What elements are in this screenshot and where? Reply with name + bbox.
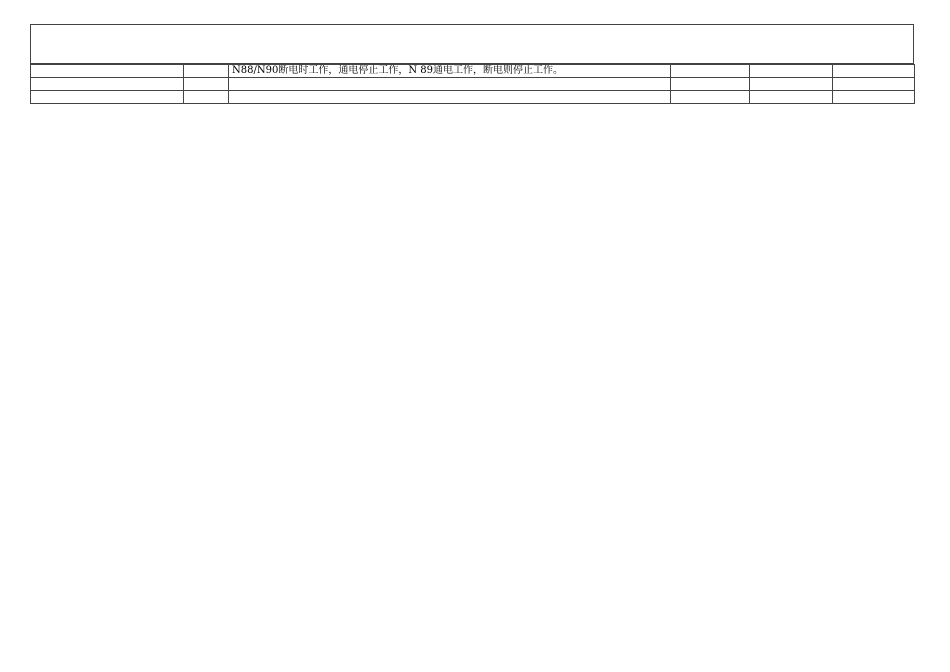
empty-cell xyxy=(184,91,229,104)
empty-note xyxy=(229,91,671,104)
empty-cell xyxy=(833,65,915,78)
empty-cell xyxy=(671,91,750,104)
empty-cell xyxy=(833,78,915,91)
empty-cell xyxy=(31,91,184,104)
table-row xyxy=(31,91,915,104)
empty-cell xyxy=(671,65,750,78)
empty-cell xyxy=(31,65,184,78)
empty-cell xyxy=(184,65,229,78)
table-row xyxy=(31,65,915,78)
table-row xyxy=(31,78,915,91)
empty-cell xyxy=(750,78,833,91)
empty-cell xyxy=(750,65,833,78)
empty-cell xyxy=(31,78,184,91)
component-table xyxy=(30,64,915,104)
spec-sheet xyxy=(30,24,914,104)
page-title xyxy=(30,24,914,64)
empty-cell xyxy=(833,91,915,104)
empty-cell xyxy=(671,78,750,91)
empty-cell xyxy=(184,78,229,91)
footer-note: N88/N90断电时工作，通电停止工作，N 89通电工作，断电则停止工作。 xyxy=(229,65,671,78)
empty-note xyxy=(229,78,671,91)
empty-cell xyxy=(750,91,833,104)
